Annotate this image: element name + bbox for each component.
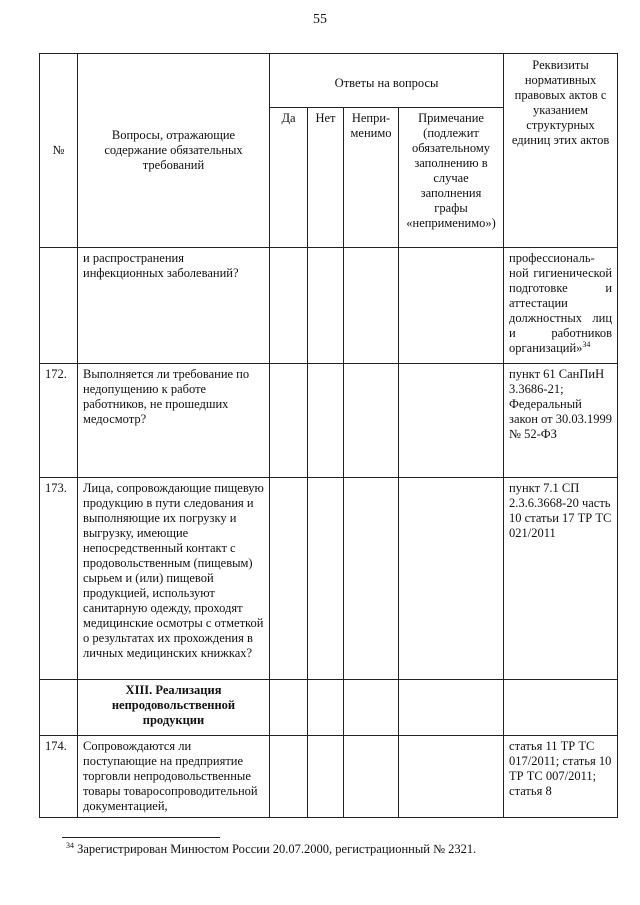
answer-no-cell[interactable] bbox=[308, 364, 344, 478]
section-empty-cell bbox=[399, 680, 504, 736]
answer-no-cell[interactable] bbox=[308, 248, 344, 364]
answer-yes-cell[interactable] bbox=[270, 364, 308, 478]
section-empty-cell bbox=[270, 680, 308, 736]
answer-note-cell[interactable] bbox=[399, 478, 504, 680]
row-question: и распространения инфекционных заболеваний? bbox=[78, 248, 270, 364]
table-row bbox=[40, 736, 618, 818]
row-question: Выполняется ли требование по недопущению к работе работников, не прошедших медосмотр? bbox=[78, 364, 270, 478]
answer-na-cell[interactable] bbox=[344, 248, 399, 364]
section-number-cell bbox=[40, 680, 78, 736]
section-title: XIII. Реализация непродовольственной продукции bbox=[78, 680, 270, 736]
header-answers: Ответы на вопросы bbox=[270, 54, 504, 108]
row-requisites: статья 11 ТР ТС 017/2011; статья 10 ТР ТС 007/2011; статья 8 bbox=[504, 736, 618, 818]
answer-no-cell[interactable] bbox=[308, 478, 344, 680]
answer-yes-cell[interactable] bbox=[270, 736, 308, 818]
row-number: 174. bbox=[40, 736, 78, 818]
footnote bbox=[66, 842, 476, 857]
row-requisites: пункт 61 СанПиН 3.3686-21; Федеральный закон от 30.03.1999 № 52-ФЗ bbox=[504, 364, 618, 478]
row-requisites: пункт 7.1 СП 2.3.6.3668-20 часть 10 статьи 17 ТР ТС 021/2011 bbox=[504, 478, 618, 680]
header-requisites: Реквизиты нормативных правовых актов с указанием структурных единиц этих актов bbox=[504, 54, 618, 248]
page-number: 55 bbox=[313, 12, 327, 27]
table-row bbox=[40, 364, 618, 478]
answer-yes-cell[interactable] bbox=[270, 248, 308, 364]
footnote-marker: 34 bbox=[66, 840, 74, 850]
section-empty-cell bbox=[344, 680, 399, 736]
answer-note-cell[interactable] bbox=[399, 248, 504, 364]
answer-no-cell[interactable] bbox=[308, 736, 344, 818]
row-requisites bbox=[504, 248, 618, 364]
row-question: Лица, сопровождающие пищевую продукцию в пути следования и выполняющие их погрузку и выгрузку, имеющие непосредственный контакт с продовольственным (пищевым) сырьем и (или) пищевой продукцией, используют санитарную одежду, проходят медицинские осмотры с отметкой о результатах их прохождения в личных медицинских книжках? bbox=[78, 478, 270, 680]
header-questions: Вопросы, отражающие содержание обязательных требований bbox=[78, 54, 270, 248]
table-row bbox=[40, 478, 618, 680]
row-number bbox=[40, 248, 78, 364]
answer-note-cell[interactable] bbox=[399, 364, 504, 478]
requisites-text: профессиональ-ной гигиенической подготовке и аттестации должностных лиц и работников организаций» bbox=[509, 251, 613, 355]
section-empty-cell bbox=[504, 680, 618, 736]
header-row bbox=[40, 54, 618, 108]
answer-na-cell[interactable] bbox=[344, 736, 399, 818]
answer-na-cell[interactable] bbox=[344, 478, 399, 680]
footnote-divider bbox=[62, 837, 220, 838]
row-number: 173. bbox=[40, 478, 78, 680]
footnote-reference: 34 bbox=[582, 339, 591, 349]
header-number: № bbox=[40, 54, 78, 248]
header-no-answer: Нет bbox=[308, 108, 344, 248]
answer-note-cell[interactable] bbox=[399, 736, 504, 818]
footnote-text: Зарегистрирован Минюстом России 20.07.2000, регистрационный № 2321. bbox=[77, 842, 477, 856]
row-number: 172. bbox=[40, 364, 78, 478]
answer-yes-cell[interactable] bbox=[270, 478, 308, 680]
header-note: Примечание (подлежит обязательному заполнению в случае заполнения графы «неприменимо») bbox=[399, 108, 504, 248]
checklist-table bbox=[39, 53, 618, 818]
row-question: Сопровождаются ли поступающие на предприятие торговли непродовольственные товары товаросопроводительной документацией, bbox=[78, 736, 270, 818]
answer-na-cell[interactable] bbox=[344, 364, 399, 478]
section-empty-cell bbox=[308, 680, 344, 736]
header-yes: Да bbox=[270, 108, 308, 248]
table-row bbox=[40, 248, 618, 364]
section-row bbox=[40, 680, 618, 736]
header-not-applicable: Непри-менимо bbox=[344, 108, 399, 248]
